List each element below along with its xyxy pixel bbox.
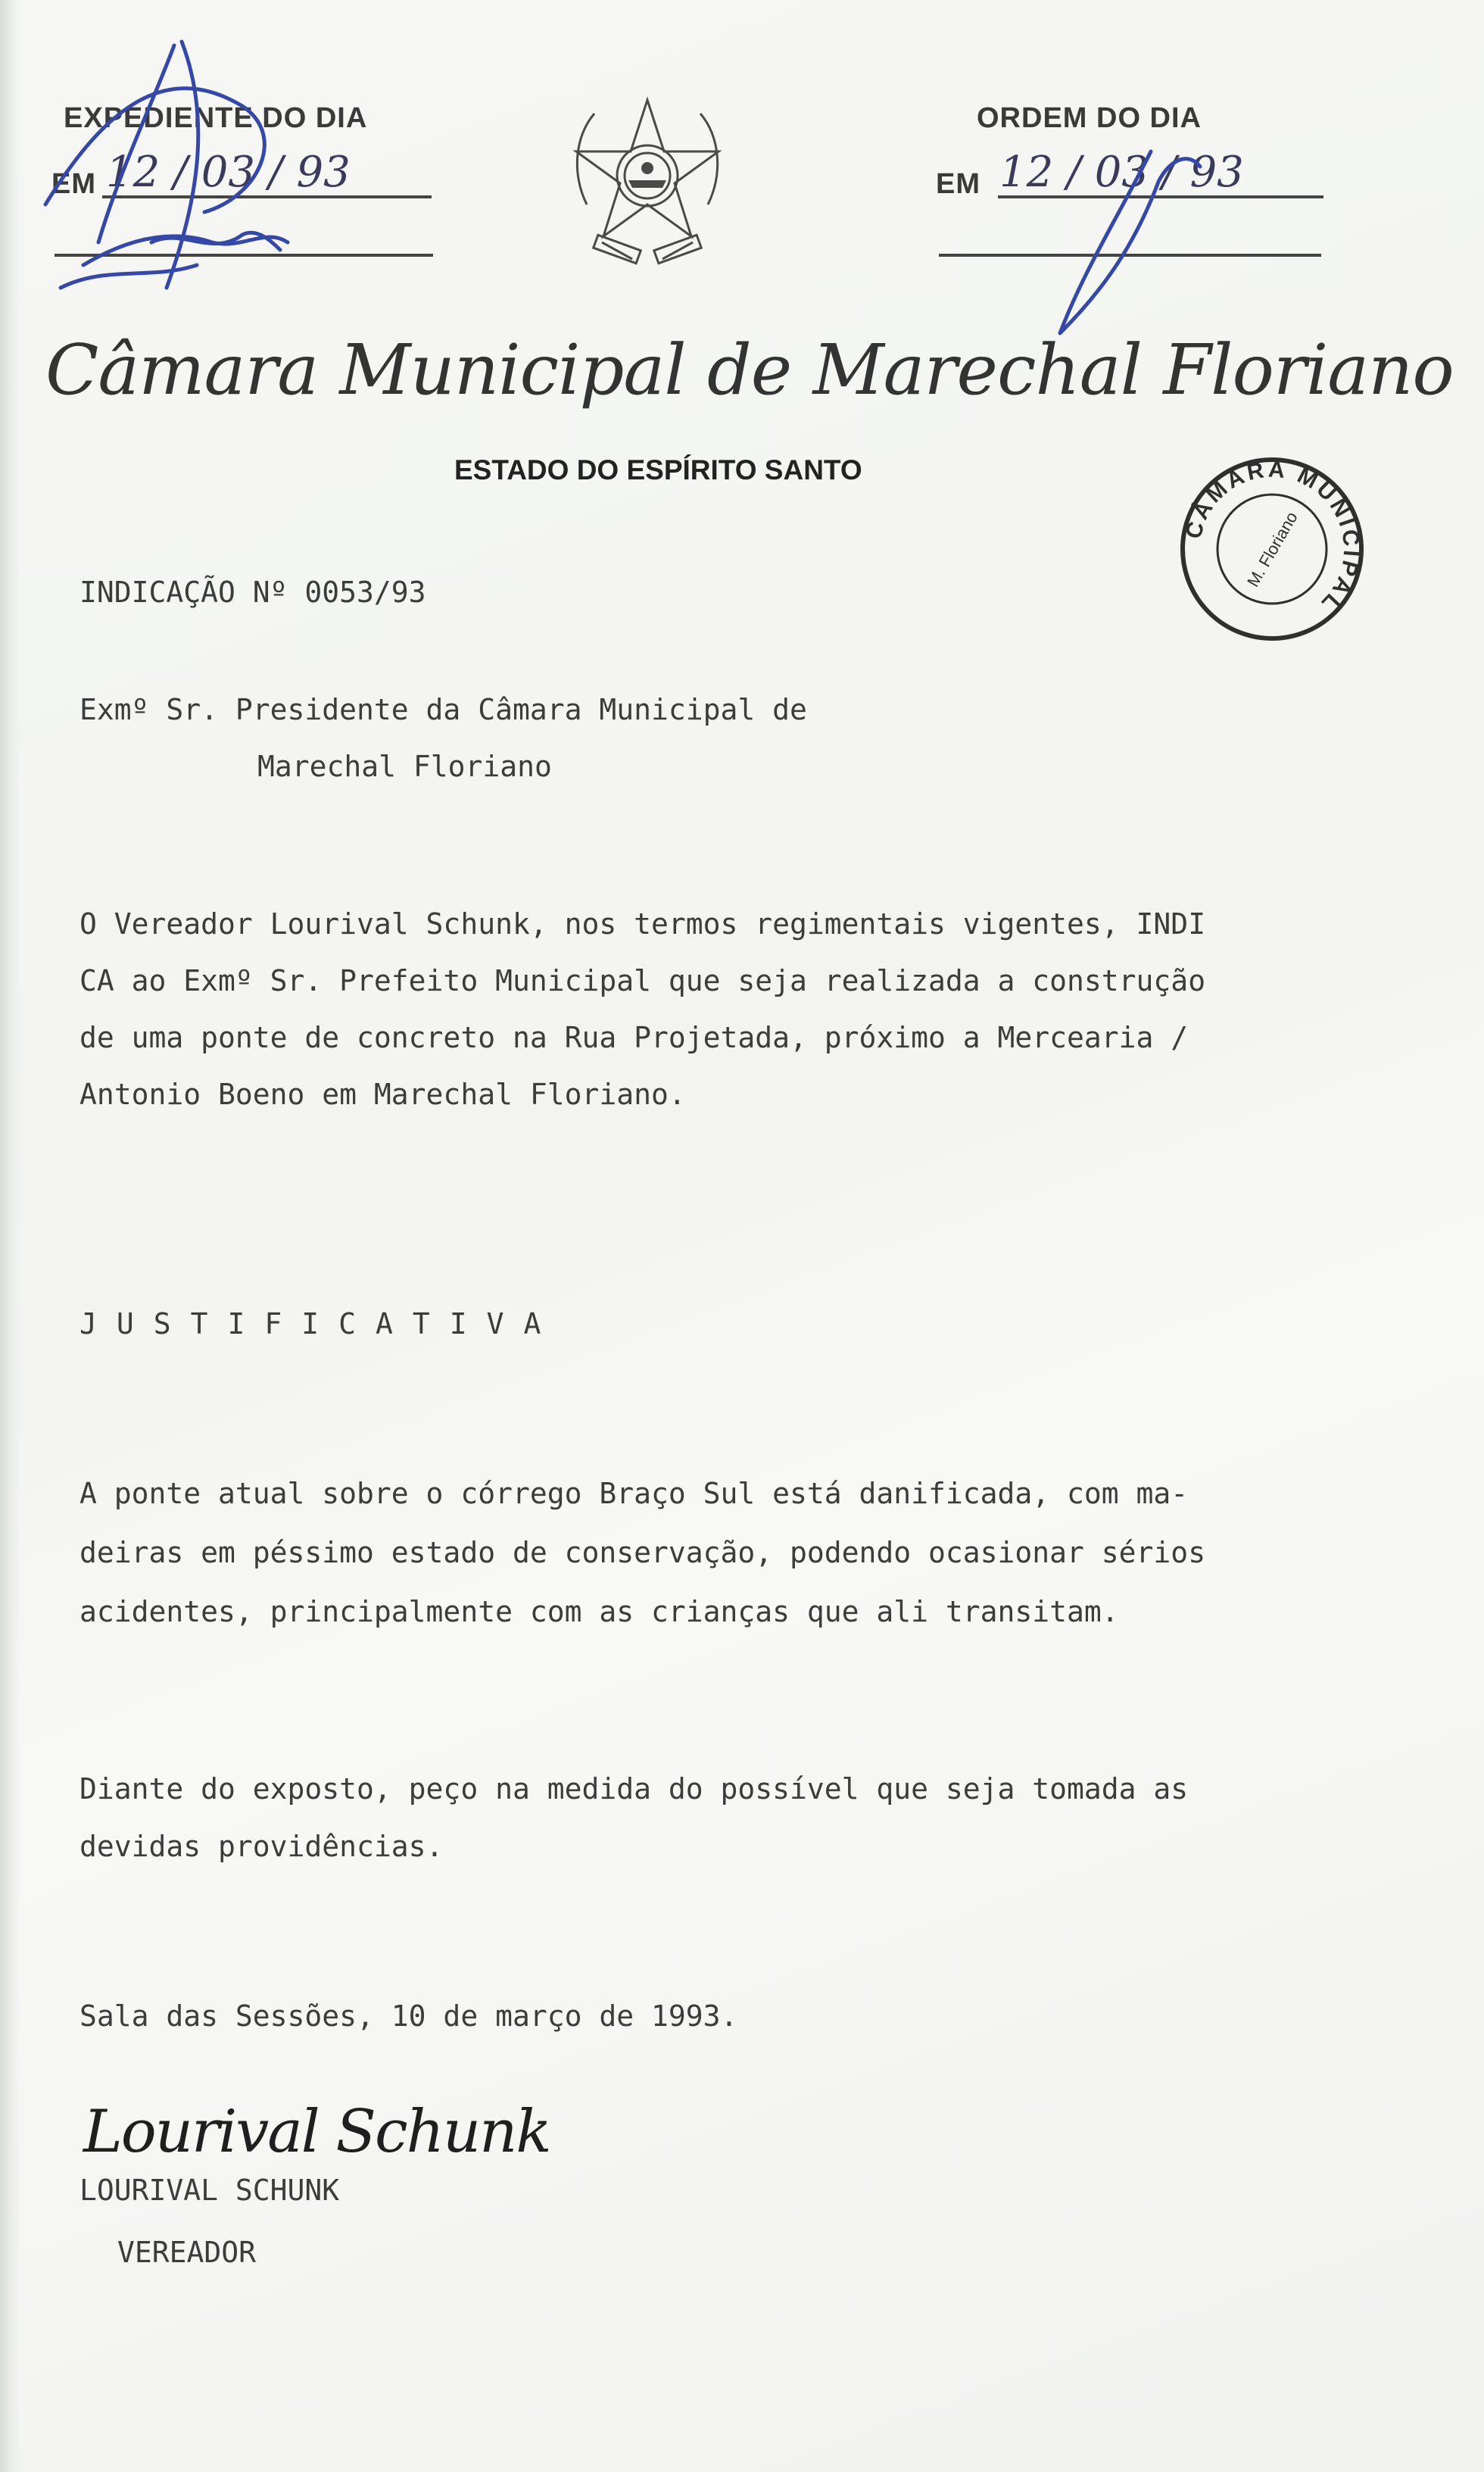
coat-of-arms-icon xyxy=(556,91,738,273)
indicacao-number: INDICAÇÃO Nº 0053/93 xyxy=(80,576,426,609)
paragraph2-line: acidentes, principalmente com as crianças que ali transitam. xyxy=(80,1595,1119,1628)
paragraph2-line: deiras em péssimo estado de conservação, podendo ocasionar sérios xyxy=(80,1536,1206,1569)
page-edge-shadow xyxy=(0,0,21,2472)
paragraph1-line: O Vereador Lourival Schunk, nos termos regimentais vigentes, INDI xyxy=(80,907,1206,941)
seal-inner-text: M. Floriano xyxy=(1243,508,1302,591)
ordem-stamp-em-label: EM xyxy=(936,168,980,200)
paragraph3-line: Diante do exposto, peço na medida do possível que seja tomada as xyxy=(80,1772,1189,1806)
state-subtitle: ESTADO DO ESPÍRITO SANTO xyxy=(454,454,862,485)
closing-line: Sala das Sessões, 10 de março de 1993. xyxy=(80,1999,738,2033)
paragraph1-line: de uma ponte de concreto na Rua Projetada, próximo a Mercearia / xyxy=(80,1021,1189,1054)
ordem-stamp-title: ORDEM DO DIA xyxy=(977,102,1202,134)
paragraph1-line: CA ao Exmº Sr. Prefeito Municipal que seja realizada a construção xyxy=(80,964,1206,997)
expediente-signature-scribble xyxy=(15,15,485,333)
signer-role: VEREADOR xyxy=(117,2236,257,2269)
municipal-seal-icon xyxy=(1174,451,1370,648)
justificativa-heading: JUSTIFICATIVA xyxy=(80,1307,561,1341)
expediente-stamp-title: EXPEDIENTE DO DIA xyxy=(64,102,368,134)
paragraph2-line: A ponte atual sobre o córrego Braço Sul está danificada, com ma- xyxy=(80,1477,1189,1510)
ordem-signature-scribble xyxy=(1037,136,1234,348)
paragraph1-line: Antonio Boeno em Marechal Floriano. xyxy=(80,1078,686,1111)
ordem-date: 12 / 03 / 93 xyxy=(999,148,1244,197)
seal-outer-text: CÂMARA MUNICIPAL xyxy=(1180,457,1364,619)
paragraph3-line: devidas providências. xyxy=(80,1830,444,1863)
addressee-line-1: Exmº Sr. Presidente da Câmara Municipal de xyxy=(80,693,807,726)
expediente-stamp-em-label: EM xyxy=(51,168,96,200)
expediente-date: 12 / 03 / 93 xyxy=(106,148,351,197)
council-title: Câmara Municipal de Marechal Floriano xyxy=(45,329,1454,410)
addressee-line-2: Marechal Floriano xyxy=(257,750,552,783)
handwritten-signature: Lourival Schunk xyxy=(83,2098,550,2166)
signer-name: LOURIVAL SCHUNK xyxy=(80,2174,340,2207)
